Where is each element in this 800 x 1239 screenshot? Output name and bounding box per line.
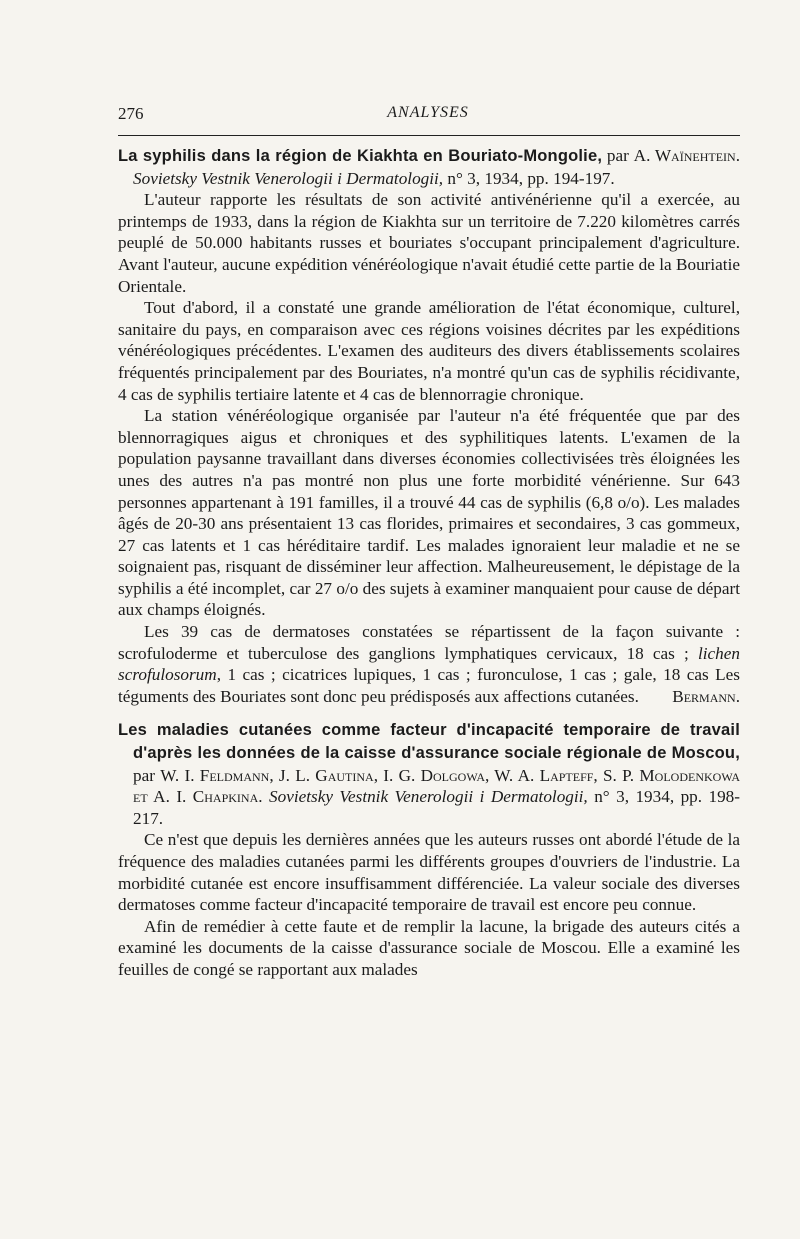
article-1-paragraph: Tout d'abord, il a constaté une grande amélioration de l'état économique, culturel, sanitaire du pays, en comparaison avec ces régions voisines décrites par les expéditions vénéréologiques précédentes. L'examen des auditeurs des divers établissements scolaires fréquentés principalement par des Bouriates, n'a montré qu'un cas de syphilis récidivante, 4 cas de syphilis tertiaire latente et 4 cas de blennorragie chronique. [118,298,740,404]
p4-before: Les 39 cas de dermatoses constatées se répartissent de la façon suivante : scrofuloderme et tuberculose des ganglions lymphatiques cervicaux, 18 cas ; [118,622,740,663]
article-2-heading [118,719,740,829]
article-1-paragraph: L'auteur rapporte les résultats de son activité antivénérienne qu'il a exercée, au printemps de 1933, dans la région de Kiakhta sur un territoire de 7.220 kilomètres carrés peuplé de 50.000 habitants russes et bouriates s'occupant principalement d'agriculture. Avant l'auteur, aucune expédition vénéréologique n'avait étudié cette partie de la Bouriatie Orientale. [118,190,740,296]
page-number: 276 [118,104,144,123]
article-2-journal: Sovietsky Vestnik Venerologii i Dermatologii, [269,787,588,807]
article-1-heading [118,145,740,189]
article-2-paragraph: Afin de remédier à cette faute et de remplir la lacune, la brigade des auteurs cités a examiné les documents de la caisse d'assurance sociale de Moscou. Elle a examiné les feuilles de congé se rapportant aux malades [118,916,740,979]
article-1-journal: Sovietsky Vestnik Venerologii i Dermatologii, [133,168,444,188]
body-text [118,145,740,981]
article-1-paragraph: La station vénéréologique organisée par l'auteur n'a été fréquentée que par des blennorragiques aigus et chroniques et des syphilitiques latents. L'examen de la population paysanne travaillant dans diverses économies collectivisées très éloignées les unes des autres n'a pas montré non plus une forte morbidité vénérienne. Sur 643 personnes appartenant à 191 familles, il a trouvé 44 cas de syphilis (6,8 o/o). Les malades âgés de 20-30 ans présentaient 13 cas florides, primaires et secondaires, 3 cas gommeux, 27 cas latents et 1 cas héréditaire tardif. Les malades ignoraient leur maladie et ne se soignaient pas, risquant de disséminer leur affection. Malheureusement, le dépistage de la syphilis a été incomplet, car 27 o/o des sujets à examiner manquaient pour cause de départ aux champs éloignés. [118,406,740,620]
p4-lichen: lichen scrofulosorum [118,643,740,685]
article-2 [118,719,740,980]
page-header [118,104,738,128]
article-1-author: A. Waïnehtein. [633,146,740,165]
article-1-by: par [606,146,629,165]
article-1-paragraph [118,621,740,707]
header-rule [118,135,740,136]
article-1-issue: n° 3, 1934, pp. 194-197. [447,168,615,188]
article-2-issue: n° 3, 1934, pp. 198-217. [133,787,741,828]
signature: Bermann. [672,686,740,706]
article-2-paragraph: Ce n'est que depuis les dernières années que les auteurs russes ont abordé l'étude de la fréquence des maladies cutanées parmi les différents groupes d'ouvriers de l'industrie. La morbidité cutanée est encore insuffisamment différenciée. La valeur sociale des diverses dermatoses comme facteur d'incapacité temporaire de travail est encore peu connue. [118,830,740,915]
article-1-title: La syphilis dans la région de Kiakhta en Bouriato-Mongolie, [118,147,603,165]
article-1 [118,145,740,707]
article-2-by: par [133,765,155,785]
running-title: ANALYSES [387,104,469,121]
p4-after: , 1 cas ; cicatrices lupiques, 1 cas ; furonculose, 1 cas ; gale, 18 cas Les téguments des Bouriates sont donc peu prédisposés aux affections cutanées. [118,665,740,706]
article-2-authors: W. I. Feldmann, J. L. Gautina, I. G. Dolgowa, W. A. Lapteff, S. P. Molodenkowa et A. I. Chapkina. [133,765,740,807]
article-2-title: Les maladies cutanées comme facteur d'incapacité temporaire de travail d'après les données de la caisse d'assurance sociale régionale de Moscou, [118,721,740,763]
